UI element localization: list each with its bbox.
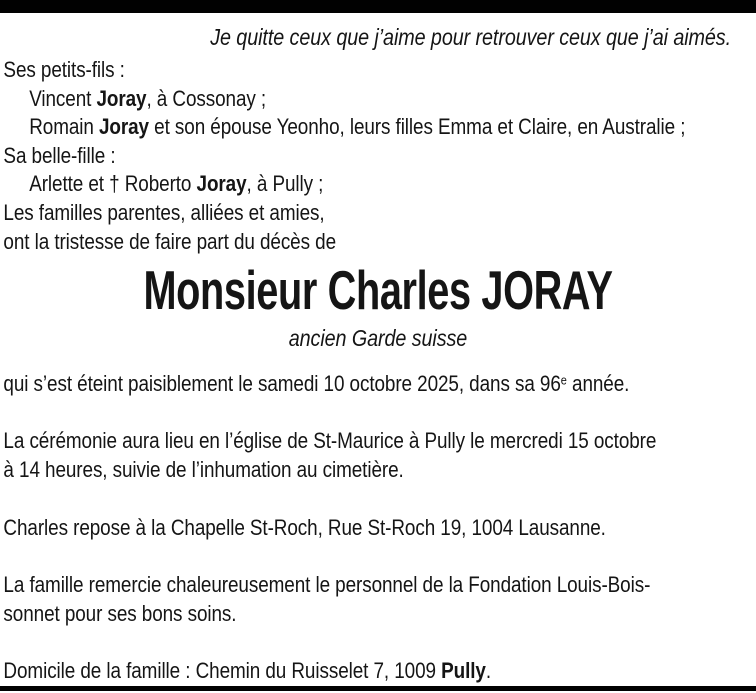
grandson-vincent-text: Vincent Joray, à Cossonay ; [29, 85, 267, 111]
family-address-text: Domicile de la famille : Chemin du Ruisselet 7, 1009 Pully. [3, 658, 491, 684]
ceremony-line-1-text: La cérémonie aura lieu en l’église de St-Maurice à Pully le mercredi 15 octobre [3, 428, 657, 454]
grandsons-heading [0, 56, 756, 85]
repose-line-text: Charles repose à la Chapelle St-Roch, Rue St-Roch 19, 1004 Lausanne. [3, 514, 606, 540]
grandsons-heading-text: Ses petits-fils : [3, 57, 125, 82]
deceased-distinction [0, 323, 756, 353]
grandson-vincent [0, 85, 756, 114]
deceased-name [0, 260, 756, 320]
thanks-line-2-text: sonnet pour ses bons soins. [3, 600, 237, 626]
notice-content [0, 13, 756, 686]
bottom-border-rule [0, 686, 756, 691]
family-address [0, 657, 756, 686]
families-line-text: Les familles parentes, alliées et amies, [3, 199, 325, 225]
deceased-name-text: Monsieur Charles JORAY [143, 259, 613, 322]
thanks-line-1-text: La famille remercie chaleureusement le personnel de la Fondation Louis-Bois- [3, 572, 651, 598]
daughter-in-law-arlette-text: Arlette et † Roberto Joray, à Pully ; [29, 171, 324, 197]
announcement-line [0, 228, 756, 257]
daughter-in-law-arlette [0, 170, 756, 199]
daughter-in-law-heading [0, 142, 756, 171]
repose-line [0, 514, 756, 543]
grandson-romain [0, 113, 756, 142]
grandson-romain-text: Romain Joray et son épouse Yeonho, leurs filles Emma et Claire, en Australie ; [29, 114, 686, 140]
epitaph [0, 22, 756, 52]
thanks-line-2 [0, 600, 756, 629]
ceremony-line-2 [0, 456, 756, 485]
thanks-line-1 [0, 571, 756, 600]
death-announcement [0, 366, 756, 398]
daughter-in-law-heading-text: Sa belle-fille : [3, 142, 116, 168]
top-border-rule [0, 0, 756, 13]
deceased-distinction-text: ancien Garde suisse [288, 325, 468, 352]
ceremony-line-2-text: à 14 heures, suivie de l’inhumation au cimetière. [3, 456, 404, 482]
ceremony-line-1 [0, 427, 756, 456]
announcement-line-text: ont la tristesse de faire part du décès de [3, 228, 336, 254]
families-line [0, 199, 756, 228]
epitaph-text: Je quitte ceux que j’aime pour retrouver ceux que j’ai aimés. [210, 24, 732, 50]
death-announcement-text: qui s’est éteint paisiblement le samedi 10 octobre 2025, dans sa 96e année. [3, 370, 630, 396]
